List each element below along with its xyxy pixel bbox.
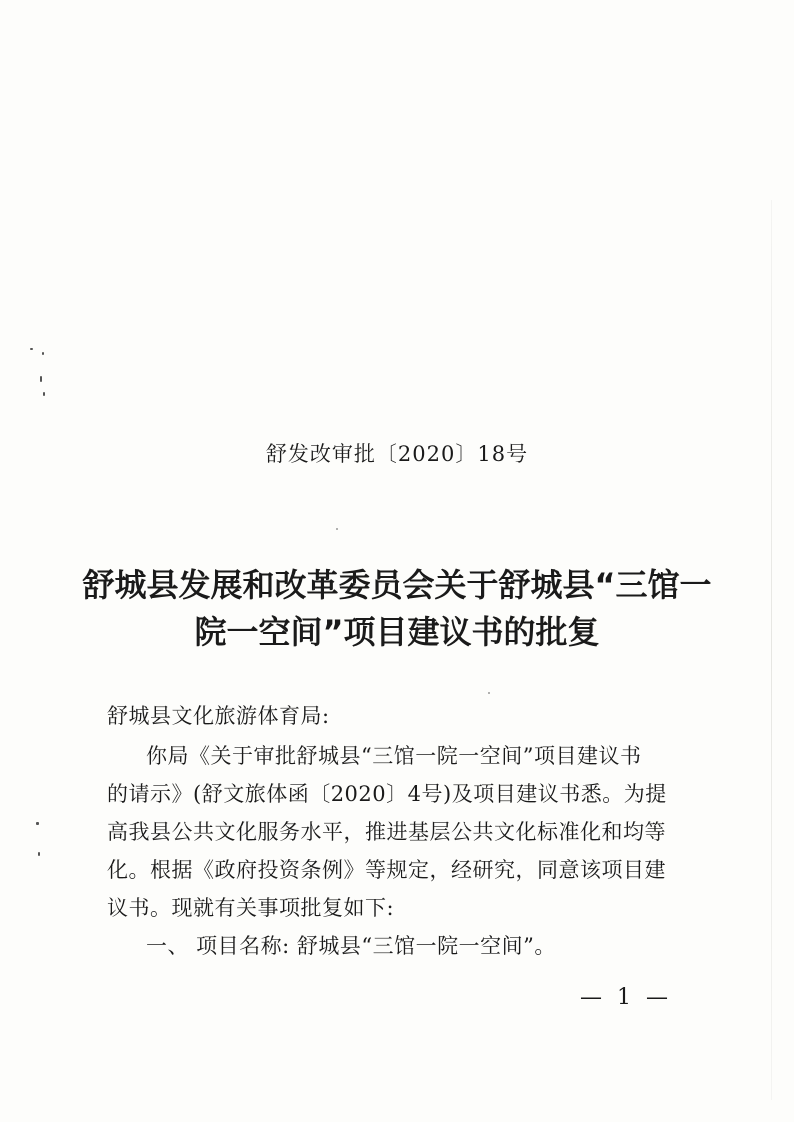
document-number: 舒发改审批〔2020〕18号 bbox=[265, 442, 529, 466]
scan-speck bbox=[42, 352, 44, 355]
body-line: 的请示》(舒文旅体函〔2020〕4号)及项目建议书悉。为提 bbox=[107, 782, 667, 806]
scan-speck bbox=[488, 692, 490, 694]
document-title-line-2: 院一空间”项目建议书的批复 bbox=[194, 613, 600, 651]
scan-speck bbox=[336, 528, 338, 530]
scan-speck bbox=[38, 852, 40, 856]
section-item: 一、 项目名称: 舒城县“三馆一院一空间”。 bbox=[146, 934, 556, 958]
scan-speck bbox=[30, 348, 33, 350]
scan-speck bbox=[40, 376, 42, 382]
body-line: 议书。现就有关事项批复如下: bbox=[107, 896, 395, 920]
body-line: 化。根据《政府投资条例》等规定，经研究，同意该项目建 bbox=[107, 858, 666, 882]
scan-speck bbox=[43, 392, 45, 396]
scan-speck bbox=[36, 822, 39, 825]
body-line: 你局《关于审批舒城县“三馆一院一空间”项目建议书 bbox=[146, 744, 642, 768]
document-title-line-1: 舒城县发展和改革委员会关于舒城县“三馆一 bbox=[82, 566, 712, 604]
addressee: 舒城县文化旅游体育局: bbox=[107, 704, 330, 728]
page-number: — 1 — bbox=[580, 985, 672, 1010]
body-line: 高我县公共文化服务水平，推进基层公共文化标准化和均等 bbox=[107, 820, 666, 844]
